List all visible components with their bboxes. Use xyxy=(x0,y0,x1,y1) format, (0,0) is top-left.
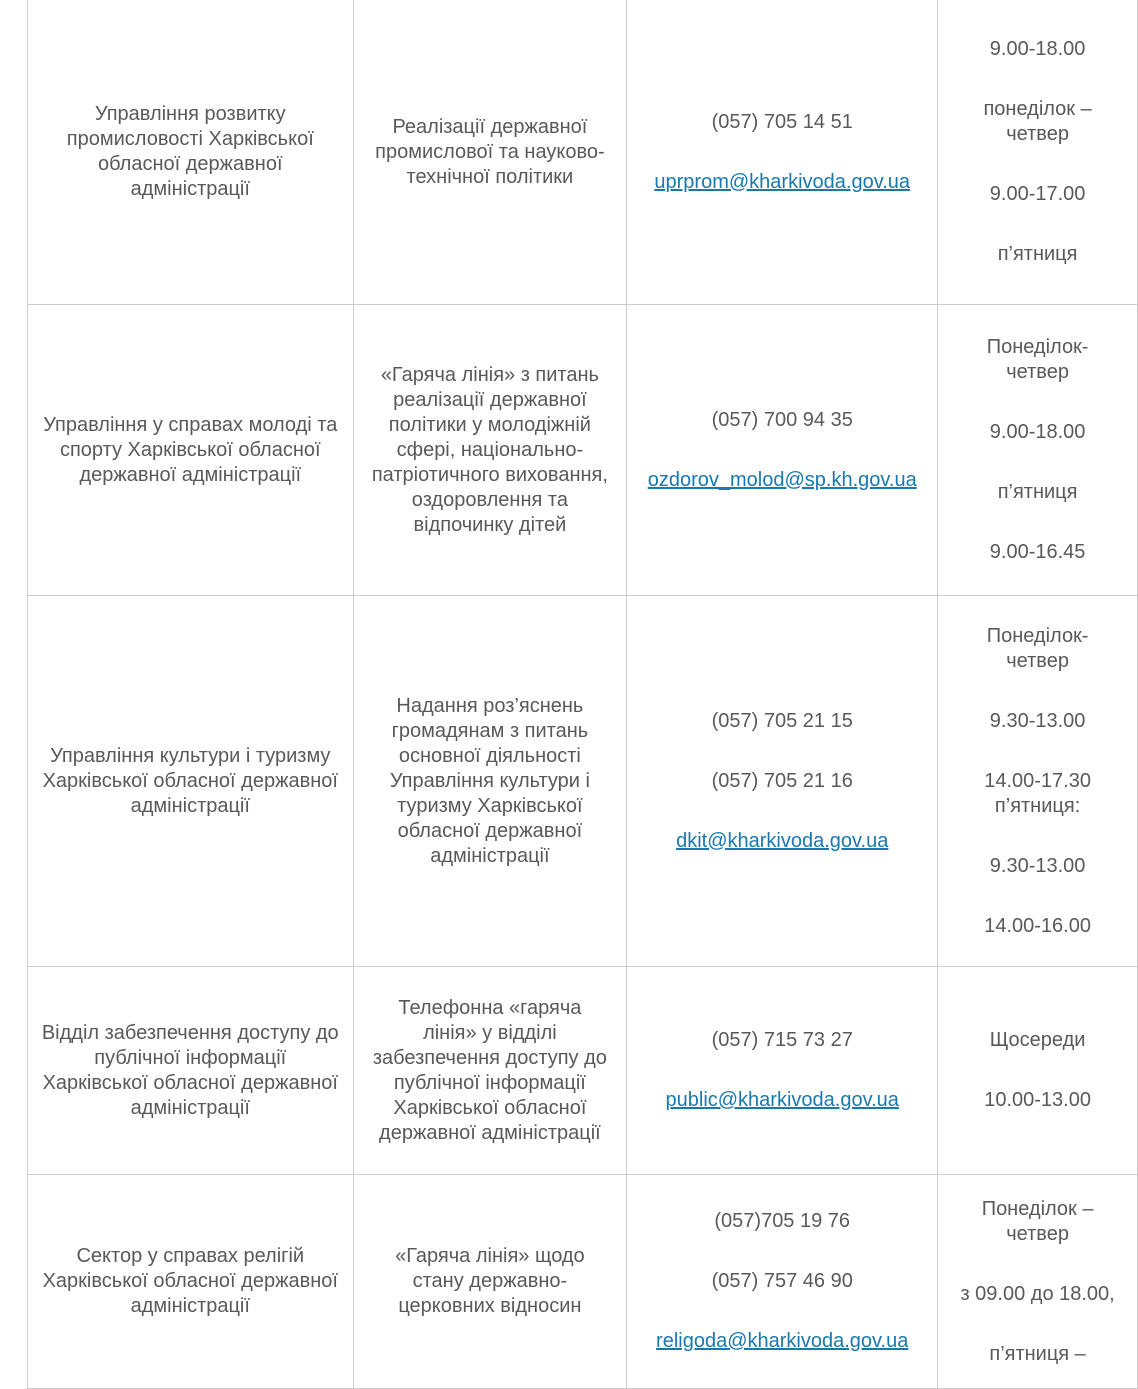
email-link[interactable]: religoda@kharkivoda.gov.ua xyxy=(656,1330,909,1352)
contacts-block xyxy=(641,709,923,854)
department-cell xyxy=(28,1175,354,1389)
table-row xyxy=(28,0,1138,305)
department-name: Сектор у справах релігій Харківської обласної державної адміністрації xyxy=(42,1245,338,1317)
schedule-cell xyxy=(938,596,1138,967)
hotlines-table xyxy=(27,0,1138,1389)
contacts-block xyxy=(641,1028,923,1113)
table-row xyxy=(28,967,1138,1175)
hotline-description: «Гаряча лінія» щодо стану державно-церковних відносин xyxy=(395,1245,585,1317)
phone-number: (057) 705 14 51 xyxy=(711,110,853,133)
email-link[interactable]: ozdorov_molod@sp.kh.gov.ua xyxy=(647,468,917,491)
schedule-entry: 9.00-17.00 xyxy=(989,183,1086,205)
department-cell xyxy=(28,0,354,305)
contacts-cell xyxy=(627,0,938,305)
schedule-cell xyxy=(938,967,1138,1175)
hotline-description: Реалізації державної промислової та науково-технічної політики xyxy=(375,115,605,188)
schedule-entry: 9.30-13.00 xyxy=(989,854,1086,877)
contacts-cell xyxy=(627,967,938,1175)
phone-number: (057) 705 21 15 xyxy=(711,709,853,732)
department-name: Управління у справах молоді та спорту Харківської обласної державної адміністрації xyxy=(43,413,338,486)
email-paragraph xyxy=(641,1329,923,1354)
schedule-cell xyxy=(938,0,1138,305)
schedule-entry: п’ятниця – xyxy=(989,1342,1086,1365)
schedule-entry: 9.00-18.00 xyxy=(989,421,1086,443)
contacts-cell xyxy=(627,305,938,596)
schedule-entry: 9.30-13.00 xyxy=(989,709,1086,732)
phone-number: (057) 715 73 27 xyxy=(711,1029,853,1051)
schedule-entry: Понеділок- четвер xyxy=(986,336,1089,383)
contacts-block xyxy=(641,110,923,195)
email-paragraph xyxy=(641,170,923,195)
department-cell xyxy=(28,967,354,1175)
email-paragraph xyxy=(641,1088,923,1113)
contacts-cell xyxy=(627,1175,938,1389)
phone-number: (057) 700 94 35 xyxy=(711,408,853,431)
email-link[interactable]: dkit@kharkivoda.gov.ua xyxy=(676,829,889,852)
phone-number: (057) 705 21 16 xyxy=(711,769,853,792)
phone-number: (057)705 19 76 xyxy=(714,1210,851,1232)
schedule-entry: Щосереди xyxy=(989,1029,1086,1051)
schedule-entry: понеділок – четвер xyxy=(983,98,1092,145)
email-paragraph xyxy=(641,829,923,854)
department-name: Відділ забезпечення доступу до публічної інформації Харківської обласної державної адміністрації xyxy=(41,1021,339,1119)
department-name: Управління розвитку промисловості Харківської обласної державної адміністрації xyxy=(66,103,314,200)
schedule-block xyxy=(948,1197,1127,1367)
schedule-block xyxy=(948,1028,1127,1113)
description-cell xyxy=(353,1175,627,1389)
contacts-block xyxy=(641,408,923,493)
phone-number: (057) 757 46 90 xyxy=(711,1270,853,1292)
contacts-block xyxy=(641,1209,923,1354)
schedule-cell xyxy=(938,305,1138,596)
schedule-entry: з 09.00 до 18.00, xyxy=(960,1282,1115,1305)
email-link[interactable]: uprprom@kharkivoda.gov.ua xyxy=(654,170,911,193)
table-row xyxy=(28,1175,1138,1389)
schedule-entry: 9.00-18.00 xyxy=(989,38,1086,60)
schedule-entry: Понеділок- четвер xyxy=(986,624,1089,672)
hotline-description: Телефонна «гаряча лінія» у відділі забезпечення доступу до публічної інформації Харківської обласної державної адміністрації xyxy=(372,996,607,1144)
department-cell xyxy=(28,596,354,967)
table-row xyxy=(28,596,1138,967)
department-name: Управління культури і туризму Харківської обласної державної адміністрації xyxy=(42,744,338,817)
contacts-cell xyxy=(627,596,938,967)
description-cell xyxy=(353,596,627,967)
schedule-block xyxy=(948,335,1127,565)
schedule-cell xyxy=(938,1175,1138,1389)
table-row xyxy=(28,305,1138,596)
schedule-entry: 9.00-16.45 xyxy=(989,541,1086,563)
description-cell xyxy=(353,305,627,596)
department-cell xyxy=(28,305,354,596)
schedule-entry: 14.00-16.00 xyxy=(984,914,1091,937)
schedule-entry: п’ятниця xyxy=(997,481,1078,503)
schedule-entry: Понеділок – четвер xyxy=(981,1197,1094,1245)
schedule-entry: 10.00-13.00 xyxy=(984,1089,1091,1111)
description-cell xyxy=(353,967,627,1175)
email-paragraph xyxy=(641,468,923,493)
schedule-entry: 14.00-17.30 п’ятниця: xyxy=(984,769,1091,817)
description-cell xyxy=(353,0,627,305)
hotline-description: «Гаряча лінія» з питань реалізації державної політики у молодіжній сфері, національно-патріотичного виховання, оздоровлення та відпочинку дітей xyxy=(371,363,608,536)
hotline-description: Надання роз’яснень громадянам з питань основної діяльності Управління культури і туризму Харківської обласної державної адміністрації xyxy=(389,694,590,867)
schedule-entry: п’ятниця xyxy=(997,243,1078,265)
email-link[interactable]: public@kharkivoda.gov.ua xyxy=(665,1089,899,1111)
schedule-block xyxy=(948,37,1127,267)
schedule-block xyxy=(948,624,1127,939)
